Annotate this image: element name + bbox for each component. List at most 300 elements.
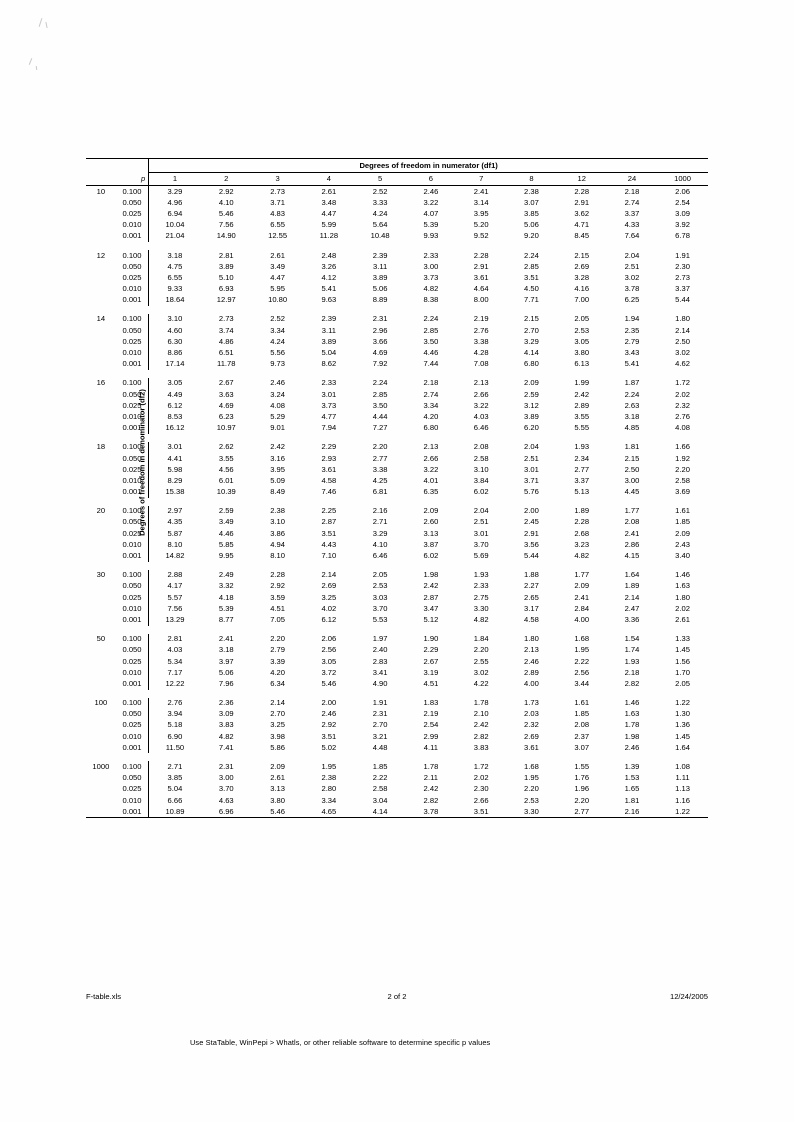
critical-value: 2.15: [624, 453, 640, 463]
numerator-col-header-3: 3: [252, 173, 303, 186]
group-gap: [86, 498, 708, 506]
critical-value: 15.38: [165, 487, 185, 497]
critical-value: 4.65: [321, 806, 337, 816]
critical-value: 3.78: [624, 284, 640, 294]
df2-label: 30: [96, 570, 106, 580]
critical-value: 2.71: [167, 762, 183, 772]
critical-value: 3.37: [675, 284, 690, 294]
critical-value: 4.18: [218, 592, 234, 602]
critical-value: 4.00: [574, 614, 590, 624]
critical-value: 3.61: [524, 742, 539, 752]
critical-value: 2.08: [624, 517, 640, 527]
critical-value: 4.47: [270, 272, 285, 282]
critical-value: 5.04: [321, 348, 337, 358]
critical-value: 1.72: [675, 378, 690, 388]
critical-value: 2.62: [218, 442, 234, 452]
critical-value: 1.93: [574, 442, 590, 452]
critical-value: 6.12: [167, 400, 183, 410]
critical-value: 5.44: [524, 551, 539, 561]
critical-value: 3.37: [624, 208, 640, 218]
critical-value: 4.08: [675, 423, 690, 433]
critical-value: 2.70: [524, 325, 539, 335]
critical-value: 2.22: [372, 773, 388, 783]
critical-value: 2.39: [372, 250, 388, 260]
critical-value: 1.70: [675, 667, 690, 677]
critical-value: 2.67: [218, 378, 234, 388]
p-value-label: 0.050: [116, 581, 149, 592]
critical-value: 2.81: [218, 250, 234, 260]
p-value-label: 0.050: [116, 517, 149, 528]
critical-value: 2.85: [423, 325, 439, 335]
critical-value: 2.51: [473, 517, 489, 527]
critical-value: 3.18: [218, 645, 234, 655]
critical-value: 1.78: [624, 720, 640, 730]
table-row: [86, 378, 708, 389]
critical-value: 2.13: [524, 645, 539, 655]
df2-column-header: [86, 173, 116, 186]
numerator-col-header-4: 4: [303, 173, 354, 186]
critical-value: 3.89: [524, 411, 539, 421]
critical-value: 2.85: [372, 389, 388, 399]
critical-value: 6.93: [218, 284, 234, 294]
critical-value: 2.14: [624, 592, 640, 602]
critical-value: 3.47: [423, 603, 439, 613]
critical-value: 8.45: [574, 231, 590, 241]
critical-value: 1.83: [423, 698, 439, 708]
critical-value: 5.29: [270, 411, 285, 421]
p-value-label: 0.050: [116, 773, 149, 784]
critical-value: 2.60: [423, 517, 439, 527]
df2-label: [86, 197, 116, 208]
table-row: [86, 773, 708, 784]
critical-value: 3.12: [524, 400, 539, 410]
df2-label: 14: [96, 314, 106, 324]
critical-value: 2.75: [473, 592, 489, 602]
group-gap: [86, 562, 708, 570]
critical-value: 10.39: [216, 487, 236, 497]
critical-value: 2.00: [321, 698, 337, 708]
critical-value: 1.98: [423, 570, 439, 580]
critical-value: 1.76: [574, 773, 590, 783]
critical-value: 1.93: [624, 656, 640, 666]
critical-value: 2.66: [473, 389, 489, 399]
critical-value: 1.98: [624, 731, 640, 741]
critical-value: 4.15: [624, 551, 640, 561]
critical-value: 3.25: [270, 720, 285, 730]
critical-value: 7.41: [218, 742, 234, 752]
critical-value: 3.38: [473, 336, 489, 346]
critical-value: 1.99: [574, 378, 590, 388]
p-value-label: 0.025: [116, 720, 149, 731]
critical-value: 3.62: [574, 208, 590, 218]
critical-value: 3.72: [321, 667, 337, 677]
critical-value: 8.29: [167, 475, 183, 485]
critical-value: 5.95: [270, 284, 285, 294]
critical-value: 1.46: [675, 570, 690, 580]
critical-value: 5.02: [321, 742, 337, 752]
critical-value: 4.00: [524, 678, 539, 688]
critical-value: 3.51: [321, 731, 337, 741]
df2-label: 100: [94, 698, 108, 708]
critical-value: 3.03: [372, 592, 388, 602]
critical-value: 3.32: [218, 581, 234, 591]
critical-value: 3.07: [524, 197, 539, 207]
p-value-label: 0.001: [116, 359, 149, 370]
critical-value: 6.02: [473, 487, 489, 497]
critical-value: 7.05: [270, 614, 285, 624]
critical-value: 2.18: [624, 186, 640, 196]
critical-value: 2.87: [321, 517, 337, 527]
critical-value: 4.77: [321, 411, 337, 421]
critical-value: 4.45: [624, 487, 640, 497]
critical-value: 2.41: [624, 528, 640, 538]
critical-value: 3.04: [372, 795, 388, 805]
critical-value: 2.77: [372, 453, 388, 463]
p-value-label: 0.010: [116, 220, 149, 231]
critical-value: 2.93: [321, 453, 337, 463]
p-value-label: 0.001: [116, 487, 149, 498]
critical-value: 2.85: [524, 261, 539, 271]
critical-value: 5.18: [167, 720, 183, 730]
p-value-label: 0.100: [116, 250, 149, 261]
critical-value: 4.20: [423, 411, 439, 421]
p-value-label: 0.050: [116, 325, 149, 336]
critical-value: 2.18: [423, 378, 439, 388]
critical-value: 8.62: [321, 359, 337, 369]
critical-value: 2.35: [624, 325, 640, 335]
p-value-label: 0.100: [116, 442, 149, 453]
critical-value: 1.45: [675, 645, 690, 655]
critical-value: 3.11: [373, 261, 388, 271]
critical-value: 2.42: [574, 389, 590, 399]
critical-value: 2.28: [270, 570, 285, 580]
critical-value: 7.56: [218, 220, 234, 230]
critical-value: 1.08: [675, 762, 690, 772]
table-row: [86, 220, 708, 231]
critical-value: 3.18: [167, 250, 183, 260]
critical-value: 7.08: [473, 359, 489, 369]
critical-value: 4.82: [218, 731, 234, 741]
critical-value: 2.96: [372, 325, 388, 335]
critical-value: 2.25: [321, 506, 337, 516]
p-value-label: 0.010: [116, 667, 149, 678]
critical-value: 2.84: [574, 603, 590, 613]
critical-value: 3.55: [574, 411, 590, 421]
critical-value: 1.78: [423, 762, 439, 772]
critical-value: 7.64: [624, 231, 640, 241]
critical-value: 2.06: [321, 634, 337, 644]
table-row: [86, 645, 708, 656]
critical-value: 8.38: [423, 295, 439, 305]
group-gap: [86, 434, 708, 442]
critical-value: 3.49: [270, 261, 285, 271]
df2-label: [86, 325, 116, 336]
critical-value: 6.46: [372, 551, 388, 561]
critical-value: 2.31: [218, 762, 234, 772]
critical-value: 2.51: [624, 261, 640, 271]
critical-value: 2.49: [218, 570, 234, 580]
critical-value: 3.01: [321, 389, 337, 399]
critical-value: 3.51: [524, 272, 539, 282]
critical-value: 3.37: [574, 475, 590, 485]
critical-value: 2.33: [423, 250, 439, 260]
critical-value: 2.30: [473, 784, 489, 794]
critical-value: 3.48: [321, 197, 337, 207]
scan-speck: [29, 58, 33, 65]
critical-value: 3.95: [473, 208, 489, 218]
df2-label: [86, 795, 116, 806]
critical-value: 8.77: [218, 614, 234, 624]
critical-value: 10.04: [165, 220, 185, 230]
critical-value: 2.87: [423, 592, 439, 602]
p-value-label: 0.100: [116, 378, 149, 389]
critical-value: 2.19: [473, 314, 489, 324]
critical-value: 3.83: [473, 742, 489, 752]
critical-value: 2.41: [473, 186, 489, 196]
critical-value: 2.79: [270, 645, 285, 655]
critical-value: 8.10: [270, 551, 285, 561]
critical-value: 6.34: [270, 678, 285, 688]
critical-value: 2.31: [372, 709, 388, 719]
critical-value: 5.34: [167, 656, 183, 666]
critical-value: 3.00: [624, 475, 640, 485]
critical-value: 6.02: [423, 551, 439, 561]
critical-value: 3.70: [218, 784, 234, 794]
critical-value: 1.87: [624, 378, 640, 388]
p-value-label: 0.025: [116, 272, 149, 283]
df2-label: [86, 603, 116, 614]
df2-label: [86, 550, 116, 561]
p-value-label: 0.050: [116, 709, 149, 720]
critical-value: 8.00: [473, 295, 489, 305]
critical-value: 3.49: [218, 517, 234, 527]
vertical-axis-label: Degrees of freedom in denominator (df2): [137, 389, 147, 536]
critical-value: 3.59: [270, 592, 285, 602]
p-value-label: 0.010: [116, 603, 149, 614]
critical-value: 9.20: [524, 231, 539, 241]
critical-value: 3.51: [473, 806, 489, 816]
critical-value: 3.01: [524, 464, 539, 474]
critical-value: 4.58: [321, 475, 337, 485]
critical-value: 4.08: [270, 400, 285, 410]
p-value-label: 0.001: [116, 550, 149, 561]
critical-value: 3.83: [218, 720, 234, 730]
critical-value: 1.22: [675, 698, 690, 708]
critical-value: 3.69: [675, 487, 690, 497]
critical-value: 3.36: [624, 614, 640, 624]
critical-value: 4.33: [624, 220, 640, 230]
df2-label: [86, 231, 116, 242]
critical-value: 3.86: [270, 528, 285, 538]
critical-value: 8.89: [372, 295, 388, 305]
critical-value: 2.41: [218, 634, 234, 644]
table-row: [86, 186, 708, 198]
critical-value: 1.33: [675, 634, 690, 644]
critical-value: 7.17: [167, 667, 183, 677]
critical-value: 5.13: [574, 487, 590, 497]
critical-value: 3.89: [218, 261, 234, 271]
critical-value: 6.25: [624, 295, 640, 305]
critical-value: 1.78: [473, 698, 489, 708]
critical-value: 2.69: [524, 731, 539, 741]
critical-value: 6.80: [423, 423, 439, 433]
critical-value: 2.42: [423, 581, 439, 591]
critical-value: 2.36: [218, 698, 234, 708]
critical-value: 1.90: [423, 634, 439, 644]
critical-value: 2.29: [423, 645, 439, 655]
critical-value: 6.81: [372, 487, 388, 497]
critical-value: 2.73: [270, 186, 285, 196]
critical-value: 3.85: [524, 208, 539, 218]
critical-value: 7.00: [574, 295, 590, 305]
table-row: [86, 389, 708, 400]
df2-label: [86, 284, 116, 295]
critical-value: 3.40: [675, 551, 690, 561]
critical-value: 3.13: [270, 784, 285, 794]
numerator-title: Degrees of freedom in numerator (df1): [149, 159, 708, 173]
critical-value: 2.28: [473, 250, 489, 260]
table-row: [86, 698, 708, 709]
footer-date: 12/24/2005: [669, 992, 708, 1001]
critical-value: 3.89: [321, 336, 337, 346]
critical-value: 3.89: [372, 272, 388, 282]
critical-value: 4.71: [574, 220, 590, 230]
critical-value: 2.76: [473, 325, 489, 335]
critical-value: 2.54: [675, 197, 690, 207]
table-bottom-rule: [86, 818, 708, 819]
critical-value: 3.30: [524, 806, 539, 816]
critical-value: 5.87: [167, 528, 183, 538]
critical-value: 3.44: [574, 678, 590, 688]
critical-value: 5.39: [423, 220, 439, 230]
critical-value: 2.03: [524, 709, 539, 719]
critical-value: 1.16: [675, 795, 690, 805]
df2-label: [86, 806, 116, 818]
critical-value: 9.73: [270, 359, 285, 369]
critical-value: 3.17: [524, 603, 539, 613]
critical-value: 5.56: [270, 348, 285, 358]
critical-value: 10.97: [216, 423, 236, 433]
numerator-col-header-2: 2: [201, 173, 252, 186]
critical-value: 3.02: [473, 667, 489, 677]
critical-value: 4.58: [524, 614, 539, 624]
table-row: [86, 784, 708, 795]
p-value-label: 0.050: [116, 645, 149, 656]
critical-value: 2.02: [675, 389, 690, 399]
critical-value: 2.61: [270, 250, 285, 260]
p-value-label: 0.010: [116, 284, 149, 295]
critical-value: 4.12: [321, 272, 337, 282]
p-value-label: 0.001: [116, 423, 149, 434]
critical-value: 2.82: [423, 795, 439, 805]
critical-value: 1.30: [675, 709, 690, 719]
critical-value: 2.38: [270, 506, 285, 516]
critical-value: 3.24: [270, 389, 285, 399]
df2-label: [86, 475, 116, 486]
critical-value: 5.44: [675, 295, 690, 305]
critical-value: 2.92: [218, 186, 234, 196]
critical-value: 4.14: [372, 806, 388, 816]
df2-label: [86, 720, 116, 731]
critical-value: 2.51: [524, 453, 539, 463]
critical-value: 2.46: [423, 186, 439, 196]
critical-value: 5.85: [218, 539, 234, 549]
critical-value: 1.56: [675, 656, 690, 666]
critical-value: 3.74: [218, 325, 234, 335]
critical-value: 2.91: [473, 261, 489, 271]
critical-value: 3.28: [574, 272, 590, 282]
critical-value: 2.00: [524, 506, 539, 516]
critical-value: 3.10: [167, 314, 183, 324]
df2-label: [86, 784, 116, 795]
critical-value: 10.89: [165, 806, 185, 816]
critical-value: 2.80: [321, 784, 337, 794]
scan-speck: [36, 66, 38, 70]
footer-filename: F-table.xls: [86, 992, 122, 1001]
critical-value: 2.13: [423, 442, 439, 452]
critical-value: 2.31: [372, 314, 388, 324]
critical-value: 4.83: [270, 208, 285, 218]
table-row: [86, 592, 708, 603]
critical-value: 3.56: [524, 539, 539, 549]
critical-value: 2.74: [624, 197, 640, 207]
critical-value: 1.63: [675, 581, 690, 591]
critical-value: 3.22: [423, 197, 439, 207]
critical-value: 2.34: [574, 453, 590, 463]
critical-value: 2.91: [524, 528, 539, 538]
critical-value: 4.69: [372, 348, 388, 358]
critical-value: 4.17: [167, 581, 183, 591]
table-header-title-row: [86, 159, 708, 173]
critical-value: 2.59: [524, 389, 539, 399]
critical-value: 2.59: [218, 506, 234, 516]
df2-label: [86, 208, 116, 219]
critical-value: 3.34: [423, 400, 439, 410]
critical-value: 5.41: [321, 284, 337, 294]
critical-value: 2.56: [574, 667, 590, 677]
critical-value: 3.09: [675, 208, 690, 218]
scan-speck: [45, 22, 47, 28]
p-value-label: 0.025: [116, 400, 149, 411]
critical-value: 3.34: [321, 795, 337, 805]
critical-value: 1.55: [574, 762, 590, 772]
critical-value: 6.20: [524, 423, 539, 433]
table-row: [86, 795, 708, 806]
critical-value: 4.46: [218, 528, 234, 538]
df2-label: 1000: [92, 762, 110, 772]
critical-value: 4.82: [423, 284, 439, 294]
critical-value: 2.28: [574, 517, 590, 527]
critical-value: 3.02: [675, 348, 690, 358]
critical-value: 2.20: [524, 784, 539, 794]
table-row: [86, 487, 708, 498]
critical-value: 3.66: [372, 336, 388, 346]
critical-value: 12.22: [165, 678, 185, 688]
critical-value: 2.14: [321, 570, 337, 580]
critical-value: 3.50: [372, 400, 388, 410]
table-row: [86, 400, 708, 411]
critical-value: 2.09: [423, 506, 439, 516]
p-value-label: 0.010: [116, 731, 149, 742]
table-row: [86, 336, 708, 347]
critical-value: 4.86: [218, 336, 234, 346]
critical-value: 1.95: [574, 645, 590, 655]
critical-value: 5.09: [270, 475, 285, 485]
critical-value: 1.95: [321, 762, 337, 772]
critical-value: 4.46: [423, 348, 439, 358]
critical-value: 6.51: [218, 348, 234, 358]
df2-label: [86, 423, 116, 434]
